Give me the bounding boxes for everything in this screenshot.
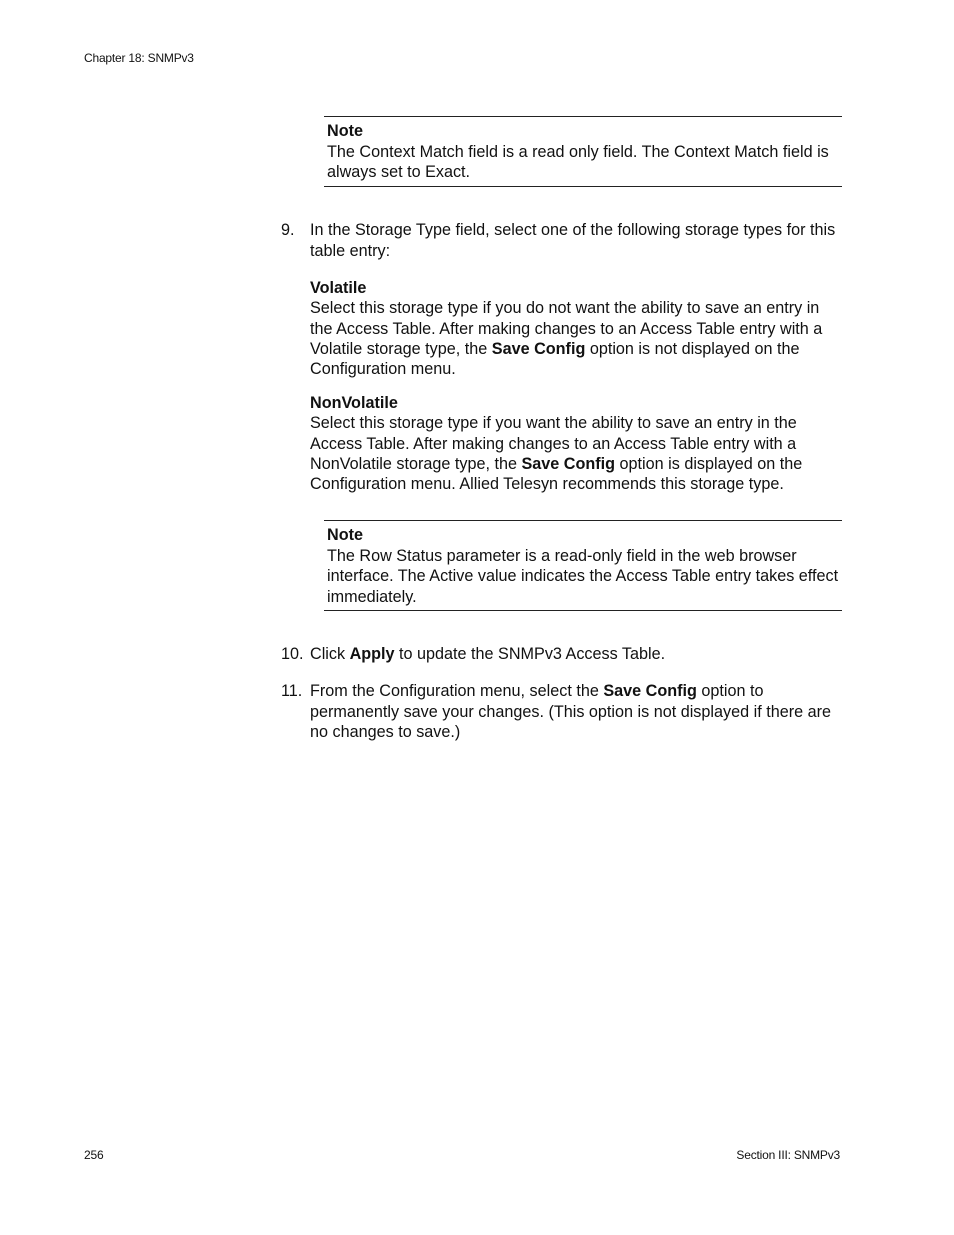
term-description: Select this storage type if you do not want the ability to save an entry in the Access Table. After making changes to an Access Table entry with a Volatile storage type, the Save Config option is not displayed on the Configuration menu.: [310, 299, 823, 379]
term-title: NonVolatile: [310, 394, 398, 412]
note-text: The Row Status parameter is a read-only field in the web browser interface. The Active value indicates the Access Table entry takes effect immediately.: [327, 546, 839, 606]
page-number: 256: [84, 1148, 104, 1162]
step-text: In the Storage Type field, select one of the following storage types for this table entry:: [310, 221, 836, 260]
note-box-row-status: [324, 520, 842, 611]
term-nonvolatile: [310, 393, 843, 494]
step-bold: Apply: [349, 645, 395, 663]
step-number: 10.: [281, 645, 304, 663]
step-number: 9.: [281, 221, 295, 239]
term-title: Volatile: [310, 279, 367, 297]
note-box-context-match: [324, 116, 842, 187]
step-11: [281, 681, 843, 743]
step-text: From the Configuration menu, select the Save Config option to permanently save your changes. (This option is not displayed if there are no changes to save.): [310, 682, 831, 741]
note-title: Note: [327, 122, 363, 140]
step-9: [281, 220, 843, 261]
step-text: Click Apply to update the SNMPv3 Access Table.: [310, 645, 666, 663]
running-footer-section: Section III: SNMPv3: [736, 1148, 840, 1162]
note-text: The Context Match field is a read only field. The Context Match field is always set to Exact.: [327, 142, 829, 181]
running-header: Chapter 18: SNMPv3: [84, 51, 194, 65]
term-bold: Save Config: [521, 454, 616, 473]
note-title: Note: [327, 526, 363, 544]
term-description: Select this storage type if you want the ability to save an entry in the Access Table. After making changes to an Access Table entry with a NonVolatile storage type, the Save Config option is displayed on the Configuration menu. Allied Telesyn recommends this storage type.: [310, 414, 803, 494]
step-bold: Save Config: [603, 682, 697, 700]
step-number: 11.: [281, 682, 303, 700]
term-volatile: [310, 278, 843, 379]
step-10: [281, 644, 843, 665]
term-bold: Save Config: [491, 339, 586, 358]
